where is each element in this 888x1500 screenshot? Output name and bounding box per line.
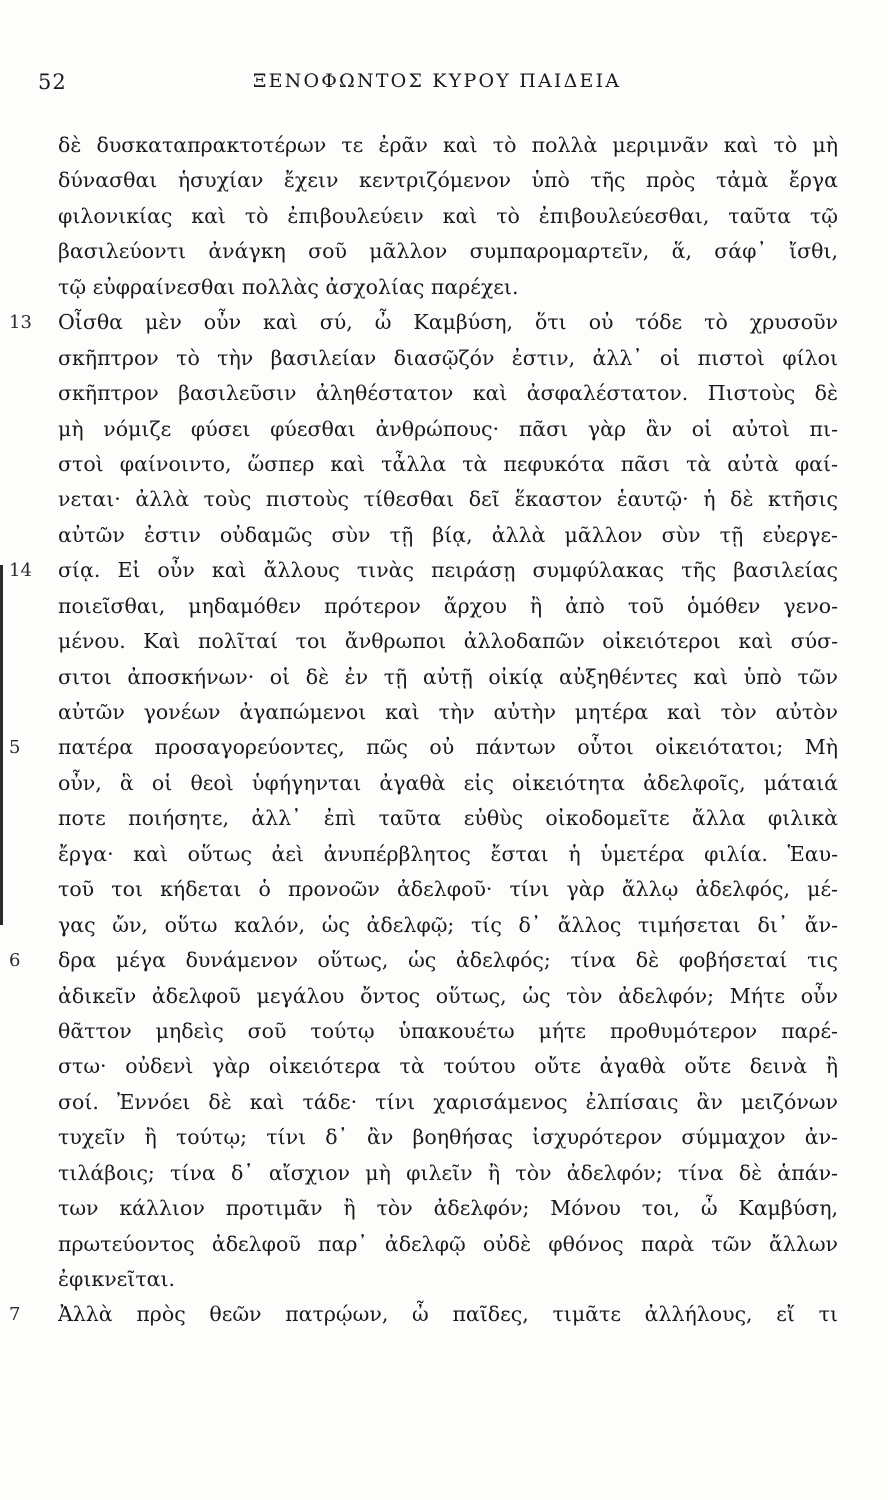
line-text: ποτε ποιήσητε, ἀλλ᾽ ἐπὶ ταῦτα εὐθὺς οἰκοδομεῖτε ἄλλα φιλικὰ — [58, 806, 838, 831]
text-line — [9, 553, 848, 588]
line-text: τῷ εὐφραίνεσθαι πολλὰς ἀσχολίας παρέχει. — [58, 274, 519, 299]
text-line — [58, 624, 848, 659]
line-text: πατέρα προσαγορεύοντες, πῶς οὐ πάντων οὗτοι οἰκειότατοι; Μὴ — [58, 735, 838, 760]
line-text: ποιεῖσθαι, μηδαμόθεν πρότερον ἄρχου ἢ ἀπὸ τοῦ ὁμόθεν γενο- — [58, 593, 838, 618]
text-line — [58, 1120, 848, 1155]
line-text: μὴ νόμιζε φύσει φύεσθαι ἀνθρώπους· πᾶσι γὰρ ἂν οἱ αὐτοὶ πι- — [58, 416, 838, 441]
line-text: βασιλεύοντι ἀνάγκη σοῦ μᾶλλον συμπαρομαρτεῖν, ἅ, σάφ᾽ ἴσθι, — [58, 239, 838, 264]
line-text: σιτοι ἀποσκήνων· οἱ δὲ ἐν τῇ αὐτῇ οἰκίᾳ αὐξηθέντες καὶ ὑπὸ τῶν — [58, 664, 838, 689]
line-text: σκῆπτρον τὸ τὴν βασιλείαν διασῷζόν ἐστιν, ἀλλ᾽ οἱ πιστοὶ φίλοι — [58, 345, 838, 370]
text-line — [58, 837, 848, 872]
text-line — [58, 234, 848, 269]
line-text: ἀδικεῖν ἀδελφοῦ μεγάλου ὄντος οὕτως, ὡς τὸν ἀδελφόν; Μήτε οὖν — [58, 983, 838, 1008]
text-line — [58, 1262, 848, 1297]
line-text: αὐτῶν ἐστιν οὐδαμῶς σὺν τῇ βίᾳ, ἀλλὰ μᾶλλον σὺν τῇ εὐεργε- — [58, 522, 838, 547]
line-text: θᾶττον μηδεὶς σοῦ τούτῳ ὑπακουέτω μήτε προθυμότερον παρέ- — [58, 1018, 838, 1043]
text-line — [58, 1191, 848, 1226]
text-line — [58, 1085, 848, 1120]
text-line — [9, 943, 848, 978]
body-text — [9, 128, 848, 1333]
line-text: νεται· ἀλλὰ τοὺς πιστοὺς τίθεσθαι δεῖ ἕκαστον ἑαυτῷ· ἡ δὲ κτῆσις — [58, 487, 838, 512]
binding-edge — [0, 565, 3, 925]
text-line — [58, 518, 848, 553]
text-line — [58, 1156, 848, 1191]
line-text: γας ὤν, οὕτω καλόν, ὡς ἀδελφῷ; τίς δ᾽ ἄλλος τιμήσεται δι᾽ ἄν- — [58, 912, 838, 937]
line-text: ἔργα· καὶ οὕτως ἀεὶ ἀνυπέρβλητος ἔσται ἡ ὑμετέρα φιλία. Ἑαυ- — [58, 841, 838, 866]
line-text: τοῦ τοι κήδεται ὁ προνοῶν ἀδελφοῦ· τίνι γὰρ ἄλλῳ ἀδελφός, μέ- — [58, 877, 838, 902]
text-line — [58, 447, 848, 482]
line-text: αὐτῶν γονέων ἀγαπώμενοι καὶ τὴν αὐτὴν μητέρα καὶ τὸν αὐτὸν — [58, 700, 838, 724]
text-line — [58, 766, 848, 801]
line-text: μένου. Καὶ πολῖταί τοι ἄνθρωποι ἀλλοδαπῶν οἰκειότεροι καὶ σύσ- — [58, 629, 838, 654]
text-line — [58, 908, 848, 943]
line-text: στω· οὐδενὶ γὰρ οἰκειότερα τὰ τούτου οὔτε ἀγαθὰ οὔτε δεινὰ ἢ — [58, 1054, 838, 1079]
line-text: σκῆπτρον βασιλεῦσιν ἀληθέστατον καὶ ἀσφαλέστατον. Πιστοὺς δὲ — [58, 381, 838, 406]
text-line — [58, 128, 848, 163]
text-line — [9, 730, 848, 765]
line-text: δὲ δυσκαταπρακτοτέρων τε ἐρᾶν καὶ τὸ πολλὰ μεριμνᾶν καὶ τὸ μὴ — [58, 133, 838, 157]
text-line — [58, 872, 848, 907]
text-line — [58, 1014, 848, 1049]
line-text: δρα μέγα δυνάμενον οὕτως, ὡς ἀδελφός; τίνα δὲ φοβήσεταί τις — [58, 948, 838, 973]
text-line — [9, 305, 848, 340]
text-line — [58, 589, 848, 624]
section-number: 13 — [9, 312, 32, 334]
section-number: 14 — [9, 560, 32, 582]
text-line — [58, 341, 848, 376]
line-text: φιλονικίας καὶ τὸ ἐπιβουλεύειν καὶ τὸ ἐπιβουλεύεσθαι, ταῦτα τῷ — [58, 203, 838, 228]
section-number: 5 — [9, 737, 21, 759]
line-text: Ἀλλὰ πρὸς θεῶν πατρῴων, ὦ παῖδες, τιμᾶτε ἀλλήλους, εἴ τι — [58, 1302, 838, 1327]
section-number: 7 — [9, 1304, 21, 1326]
text-line — [58, 660, 848, 695]
line-text: σίᾳ. Εἰ οὖν καὶ ἄλλους τινὰς πειράσῃ συμφύλακας τῆς βασιλείας — [58, 558, 838, 583]
text-line — [58, 412, 848, 447]
line-text: στοὶ φαίνοιντο, ὥσπερ καὶ τἆλλα τὰ πεφυκότα πᾶσι τὰ αὐτὰ φαί- — [58, 451, 838, 476]
text-line — [58, 199, 848, 234]
line-text: τυχεῖν ἢ τούτῳ; τίνι δ᾽ ἂν βοηθήσας ἰσχυρότερον σύμμαχον ἀν- — [58, 1125, 838, 1150]
text-line — [58, 801, 848, 836]
running-title: ΞΕΝΟΦΩΝΤΟΣ ΚΥΡΟΥ ΠΑΙΔΕΙΑ — [253, 70, 622, 92]
line-text: ἐφικνεῖται. — [58, 1267, 176, 1291]
line-text: πρωτεύοντος ἀδελφοῦ παρ᾽ ἀδελφῷ οὐδὲ φθόνος παρὰ τῶν ἄλλων — [58, 1231, 838, 1256]
text-line — [58, 270, 848, 305]
line-text: σοί. Ἐννόει δὲ καὶ τάδε· τίνι χαρισάμενος ἐλπίσαις ἂν μειζόνων — [58, 1089, 838, 1114]
line-text: Οἶσθα μὲν οὖν καὶ σύ, ὦ Καμβύση, ὅτι οὐ τόδε τὸ χρυσοῦν — [58, 310, 838, 335]
text-line — [58, 1049, 848, 1084]
page-number: 52 — [38, 70, 67, 94]
section-number: 6 — [9, 950, 21, 972]
page-header — [38, 70, 838, 100]
text-line — [58, 695, 848, 730]
text-line — [9, 1297, 848, 1332]
text-line — [58, 376, 848, 411]
text-line — [58, 979, 848, 1014]
text-line — [58, 482, 848, 517]
line-text: οὖν, ἃ οἱ θεοὶ ὑφήγηνται ἀγαθὰ εἰς οἰκειότητα ἀδελφοῖς, μάταιά — [58, 770, 838, 795]
text-line — [58, 1227, 848, 1262]
line-text: δύνασθαι ἡσυχίαν ἔχειν κεντριζόμενον ὑπὸ τῆς πρὸς τἀμὰ ἔργα — [58, 168, 838, 193]
text-line — [58, 163, 848, 198]
line-text: τιλάβοις; τίνα δ᾽ αἴσχιον μὴ φιλεῖν ἢ τὸν ἀδελφόν; τίνα δὲ ἁπάν- — [58, 1160, 838, 1185]
line-text: των κάλλιον προτιμᾶν ἢ τὸν ἀδελφόν; Μόνου τοι, ὦ Καμβύση, — [58, 1196, 838, 1221]
